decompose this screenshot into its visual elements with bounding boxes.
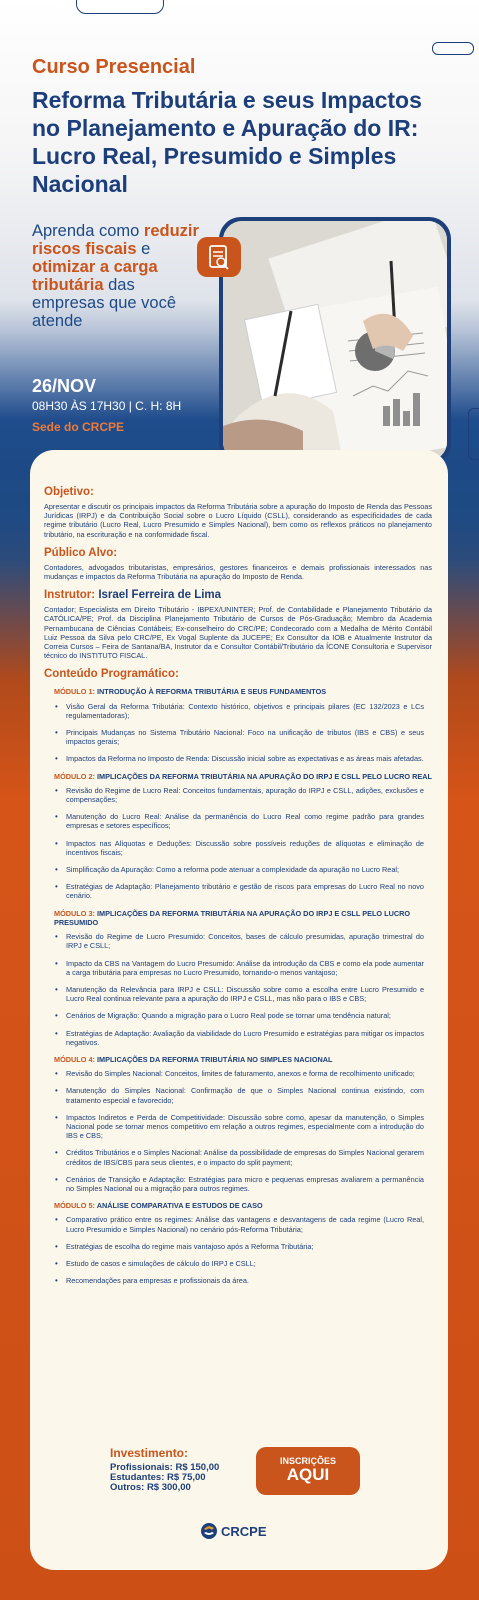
right-tab-decoration: [432, 42, 474, 55]
module-title: [54, 772, 432, 781]
module-name: IMPLICAÇÕES DA REFORMA TRIBUTÁRIA NA APURAÇÃO DO IRPJ E CSLL PELO LUCRO PRESUMIDO: [54, 908, 411, 927]
list-item: • Recomendações para empresas e profissionais da área.: [44, 1276, 432, 1285]
publico-text: Contadores, advogados tributaristas, empresários, gestores financeiros e demais profissionais interessados nas mudanças e impactos da Reforma Tributária na apuração do Imposto de Renda.: [44, 562, 432, 582]
objetivo-heading: Objetivo:: [44, 486, 94, 498]
list-item: • Simplificação da Apuração: Como a reforma pode atenuar a complexidade da apuração no Lucro Real;: [44, 865, 432, 874]
list-item: • Estratégias de Adaptação: Avaliação da viabilidade do Lucro Presumido e estratégias para mitigar os impactos negativos.: [44, 1029, 432, 1047]
tagline-highlight: reduzir riscos fiscais: [32, 222, 199, 258]
objetivo-text: Apresentar e discutir os principais impactos da Reforma Tributária sobre a apuração do Imposto de Renda das Pessoas Jurídicas (IRPJ) e da Contribuição Social sobre o Lucro Líquido (CSLL), considerando as especificidades de cada regime tributário (Lucro Real, Lucro Presumido e Simples Nacional), bem como os reflexos práticos no planejamento tributário, na escrituração e na conformidade fiscal.: [44, 502, 432, 539]
list-item: • Impactos da Reforma no Imposto de Renda: Discussão inicial sobre as expectativas e as áreas mais afetadas.: [44, 754, 432, 763]
module-number: MÓDULO 4:: [54, 1054, 95, 1064]
list-item: • Manutenção do Lucro Real: Análise da permanência do Lucro Real como regime padrão para grandes empresas e setores específicos;: [44, 812, 432, 830]
tagline: [32, 222, 202, 330]
list-item: • Manutenção da Relevância para IRPJ e CSLL: Discussão sobre como a escolha entre Lucro Presumido e Lucro Real continua relevante para a apuração do IRPJ e CSLL, mas não para o IBS e CBS;: [44, 985, 432, 1003]
module-title: [54, 909, 432, 927]
list-item: • Impactos Indiretos e Perda de Competitividade: Discussão sobre como, apesar da manutenção, o Simples Nacional pode se tornar menos competitivo em relação a outros regimes, especialmente com a introdução do IBS e CBS;: [44, 1113, 432, 1141]
publico-heading: Público Alvo:: [44, 546, 118, 559]
event-date: 26/NOV: [32, 376, 97, 396]
instrutor-label: Instrutor:: [44, 589, 99, 602]
course-type: Curso Presencial: [32, 56, 196, 78]
module-number: MÓDULO 5:: [54, 1201, 95, 1211]
price-line: Outros: R$ 300,00: [110, 1482, 191, 1493]
module-title: [54, 1055, 432, 1064]
module-items: [44, 786, 432, 901]
module-number: MÓDULO 1:: [54, 687, 95, 697]
list-item: • Visão Geral da Reforma Tributária: Contexto histórico, objetivos e principais pilares (EC 132/2023 e LCs regulamentadoras);: [44, 702, 432, 720]
list-item: • Manutenção do Simples Nacional: Confirmação de que o Simples Nacional continua existindo, com tratamento especial e favorecido;: [44, 1086, 432, 1104]
crcpe-logo: [200, 1522, 267, 1540]
list-item: • Estudo de casos e simulações de cálculo do IRPJ e CSLL;: [44, 1259, 432, 1268]
module-items: [44, 702, 432, 764]
list-item: • Cenários de Migração: Quando a migração para o Lucro Real pode se tornar uma tendência natural;: [44, 1011, 432, 1020]
module-items: [44, 1069, 432, 1193]
side-edge-decoration: [468, 408, 479, 460]
event-time: 08H30 ÀS 17H30 | C. H: 8H: [32, 399, 182, 413]
list-item: • Revisão do Simples Nacional: Conceitos, limites de faturamento, anexos e forma de recolhimento unificado;: [44, 1069, 432, 1078]
hero-photo: [219, 217, 451, 465]
register-button[interactable]: [256, 1447, 360, 1495]
instrutor-name: Israel Ferreira de Lima: [98, 589, 222, 602]
document-icon: [197, 237, 241, 277]
module-title: [54, 1201, 432, 1210]
price-line: Profissionais: R$ 150,00: [110, 1462, 220, 1473]
list-item: • Estratégias de escolha do regime mais vantajoso após a Reforma Tributária;: [44, 1242, 432, 1251]
instrutor-text: Contador; Especialista em Direito Tributário - IBPEX/UNINTER; Prof. de Contabilidade e Planejamento Tributário da CATÓLICA/PE; Prof. da Disciplina Planejamento Tributário de Cursos de Pós-Graduação; Membro da Academia Pernambucana de Ciências Contábeis; Ex-conselheiro do CRC/PE; Condecorado com a Medalha de Mérito Contábil Luiz Pessoa da Silva pelo CRC/PE, Ex Vogal Suplente da JUCEPE; Ex Consultor da IOB e Atualmente Instrutor da Correia Cursos – Feira de Santana/BA, Instrutor da e Consultor Contábil/Tributário da ÍCONE Consultoria e Supervisor técnico do INSTITUTO FISCAL.: [44, 605, 432, 661]
list-item: • Impactos nas Alíquotas e Deduções: Discussão sobre possíveis reduções de alíquotas e eliminação de incentivos fiscais;: [44, 839, 432, 857]
event-venue: Sede do CRCPE: [32, 420, 125, 434]
module-title: [54, 687, 432, 696]
module-name: ANÁLISE COMPARATIVA E ESTUDOS DE CASO: [96, 1201, 263, 1211]
module-number: MÓDULO 2:: [54, 771, 95, 781]
list-item: • Cenários de Transição e Adaptação: Estratégias para micro e pequenas empresas avaliarem a permanência no Simples Nacional ou a migração para outros regimes.: [44, 1175, 432, 1193]
price-line: Estudantes: R$ 75,00: [110, 1472, 206, 1483]
register-button-top: INSCRIÇÕES: [279, 1456, 336, 1466]
module-name: INTRODUÇÃO À REFORMA TRIBUTÁRIA E SEUS FUNDAMENTOS: [96, 687, 327, 697]
tagline-highlight: otimizar a carga tributária: [32, 258, 158, 294]
instrutor-heading: [44, 589, 432, 602]
course-title: Reforma Tributária e seus Impactos no Planejamento e Apuração do IR: Lucro Real, Presumido e Simples Nacional: [32, 87, 422, 197]
top-tab-decoration: [76, 0, 164, 14]
course-details: [44, 486, 432, 1293]
list-item: • Créditos Tributários e o Simples Nacional: Análise da possibilidade de empresas do Simples Nacional gerarem créditos de IBS/CBS para seus clientes, e o impacto do split payment;: [44, 1148, 432, 1166]
module-name: IMPLICAÇÕES DA REFORMA TRIBUTÁRIA NA APURAÇÃO DO IRPJ E CSLL PELO LUCRO REAL: [96, 771, 432, 781]
crcpe-logo-icon: [200, 1522, 218, 1540]
module-items: [44, 932, 432, 1047]
register-button-main: AQUI: [286, 1465, 330, 1484]
list-item: • Revisão do Regime de Lucro Presumido: Conceitos, bases de cálculo presumidas, apuração trimestral do IRPJ e CSLL;: [44, 932, 432, 950]
list-item: • Impacto da CBS na Vantagem do Lucro Presumido: Análise da introdução da CBS e como ela pode aumentar a carga tributária para empresas no Lucro Presumido, tornando-o menos vantajoso;: [44, 959, 432, 977]
conteudo-heading: Conteúdo Programático:: [44, 668, 179, 681]
list-item: • Estratégias de Adaptação: Planejamento tributário e gestão de riscos para empresas do Lucro Real no novo cenário.: [44, 882, 432, 900]
module-name: IMPLICAÇÕES DA REFORMA TRIBUTÁRIA NO SIMPLES NACIONAL: [96, 1054, 333, 1064]
list-item: • Revisão do Regime de Lucro Real: Conceitos fundamentais, apuração do IRPJ e CSLL, adições, exclusões e compensações;: [44, 786, 432, 804]
office-desk-illustration: [223, 221, 447, 461]
module-number: MÓDULO 3:: [54, 908, 95, 918]
tagline-text: Aprenda como: [32, 222, 144, 240]
tagline-text: das empresas que você atende: [32, 276, 176, 330]
pricing: [110, 1446, 219, 1493]
tagline-text: e: [136, 240, 151, 258]
pricing-heading: Investimento:: [110, 1446, 189, 1460]
module-items: [44, 1215, 432, 1285]
list-item: • Comparativo prático entre os regimes: Análise das vantagens e desvantagens de cada regime (Lucro Real, Lucro Presumido e Simples Nacional) no cenário pós-Reforma Tributária;: [44, 1215, 432, 1233]
list-item: • Principais Mudanças no Sistema Tributário Nacional: Foco na unificação de tributos (IBS e CBS) e seus impactos gerais;: [44, 728, 432, 746]
crcpe-logo-text: CRCPE: [221, 1523, 267, 1539]
